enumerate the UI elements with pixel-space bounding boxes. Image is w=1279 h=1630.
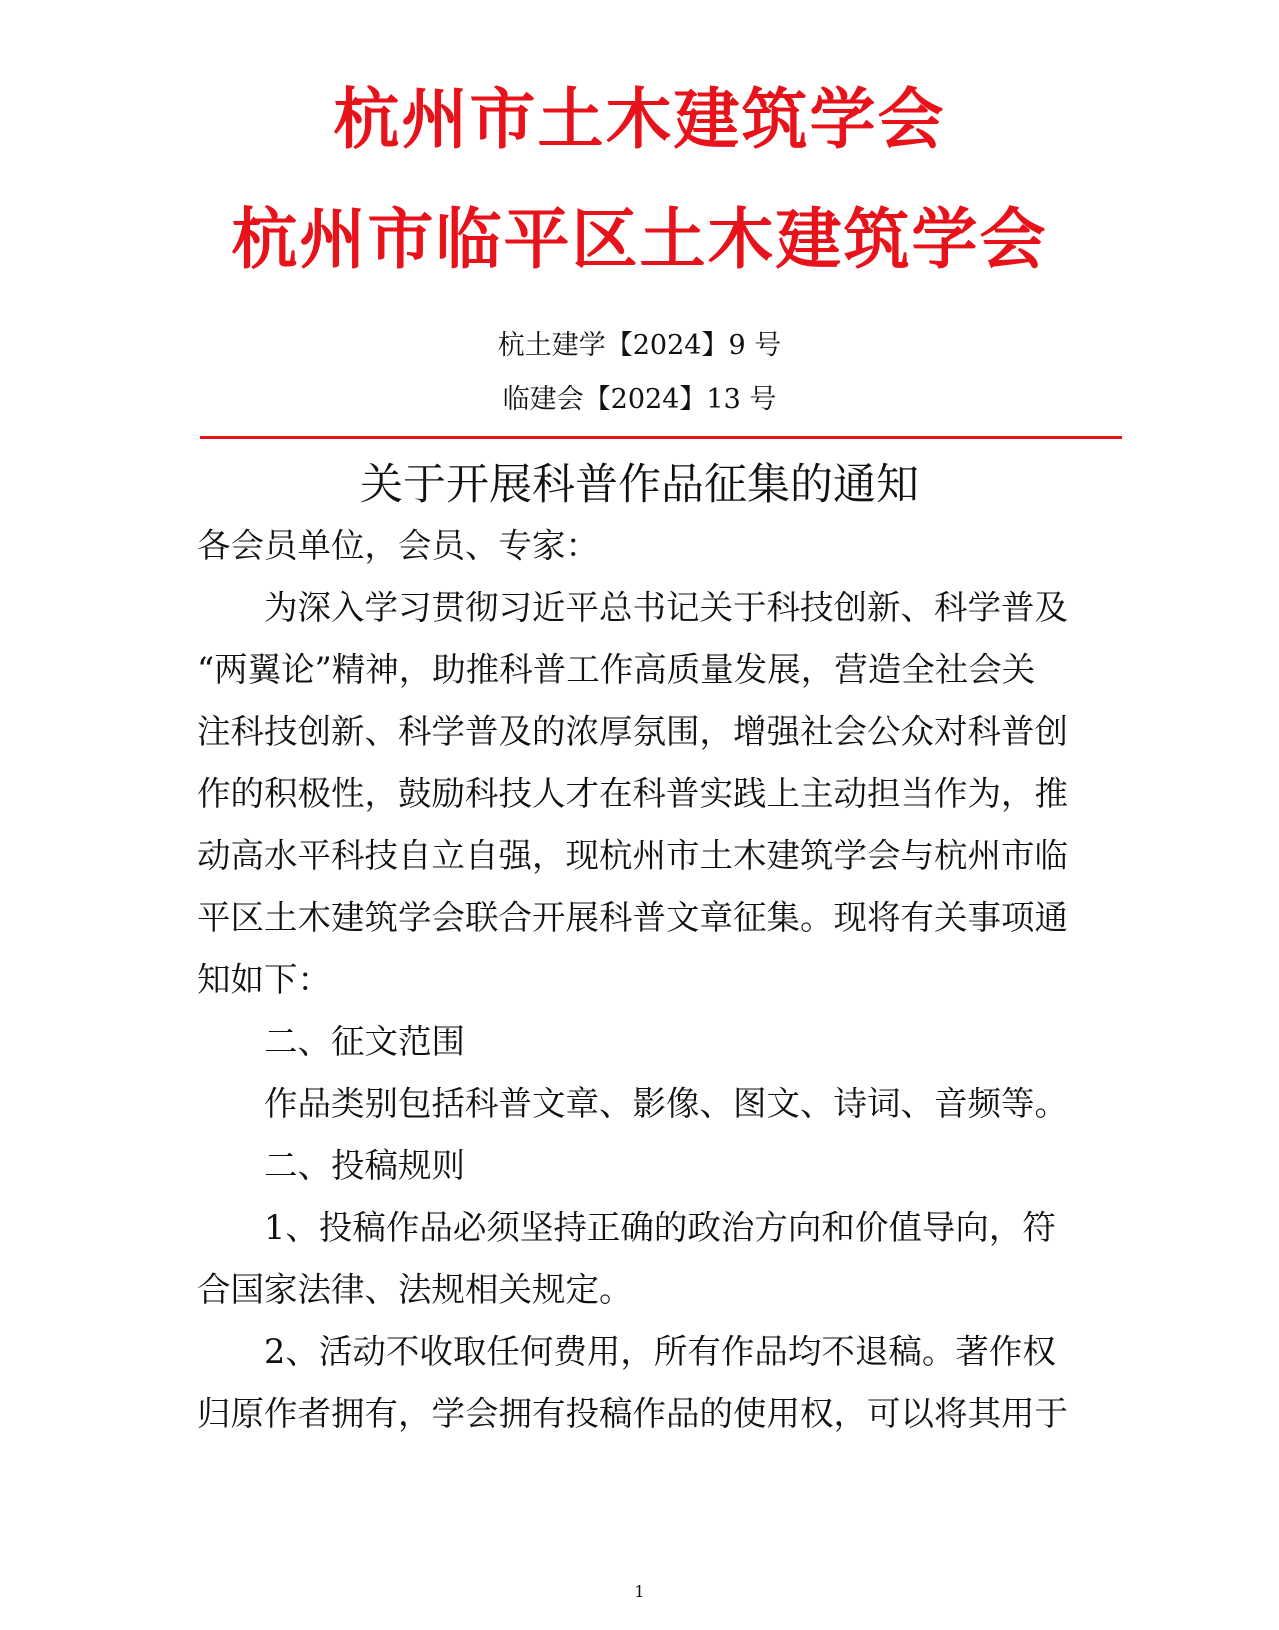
document-number-2: 临建会【2024】13 号	[502, 384, 777, 415]
rule-2-line: 2、活动不收取任何费用，所有作品均不退稿。著作权	[197, 1332, 1056, 1371]
document-title: 关于开展科普作品征集的通知	[360, 460, 919, 510]
intro-line: 作的积极性，鼓励科技人才在科普实践上主动担当作为，推	[197, 774, 1068, 813]
section-heading-rules: 二、投稿规则	[197, 1146, 465, 1185]
section-text-scope: 作品类别包括科普文章、影像、图文、诗词、音频等。	[197, 1084, 1068, 1123]
section-heading-scope: 二、征文范围	[197, 1022, 465, 1061]
page-number: 1	[634, 1582, 645, 1601]
document-number-1: 杭土建学【2024】9 号	[497, 330, 782, 361]
intro-line: “两翼论”精神，助推科普工作高质量发展，营造全社会关	[197, 650, 1036, 689]
rule-2-line: 归原作者拥有，学会拥有投稿作品的使用权，可以将其用于	[197, 1394, 1068, 1433]
salutation: 各会员单位，会员、专家：	[197, 526, 599, 565]
intro-line: 动高水平科技自立自强，现杭州市土木建筑学会与杭州市临	[197, 836, 1068, 875]
intro-line: 为深入学习贯彻习近平总书记关于科技创新、科学普及	[197, 588, 1068, 627]
organization-name-2: 杭州市临平区土木建筑学会	[231, 201, 1048, 278]
red-divider	[200, 436, 1122, 439]
intro-line: 注科技创新、科学普及的浓厚氛围，增强社会公众对科普创	[197, 712, 1068, 751]
rule-1-line: 1、投稿作品必须坚持正确的政治方向和价值导向，符	[197, 1208, 1056, 1247]
intro-line: 平区土木建筑学会联合开展科普文章征集。现将有关事项通	[197, 898, 1068, 937]
intro-line: 知如下：	[197, 960, 331, 999]
rule-1-line: 合国家法律、法规相关规定。	[197, 1270, 633, 1309]
organization-name-1: 杭州市土木建筑学会	[333, 81, 946, 158]
